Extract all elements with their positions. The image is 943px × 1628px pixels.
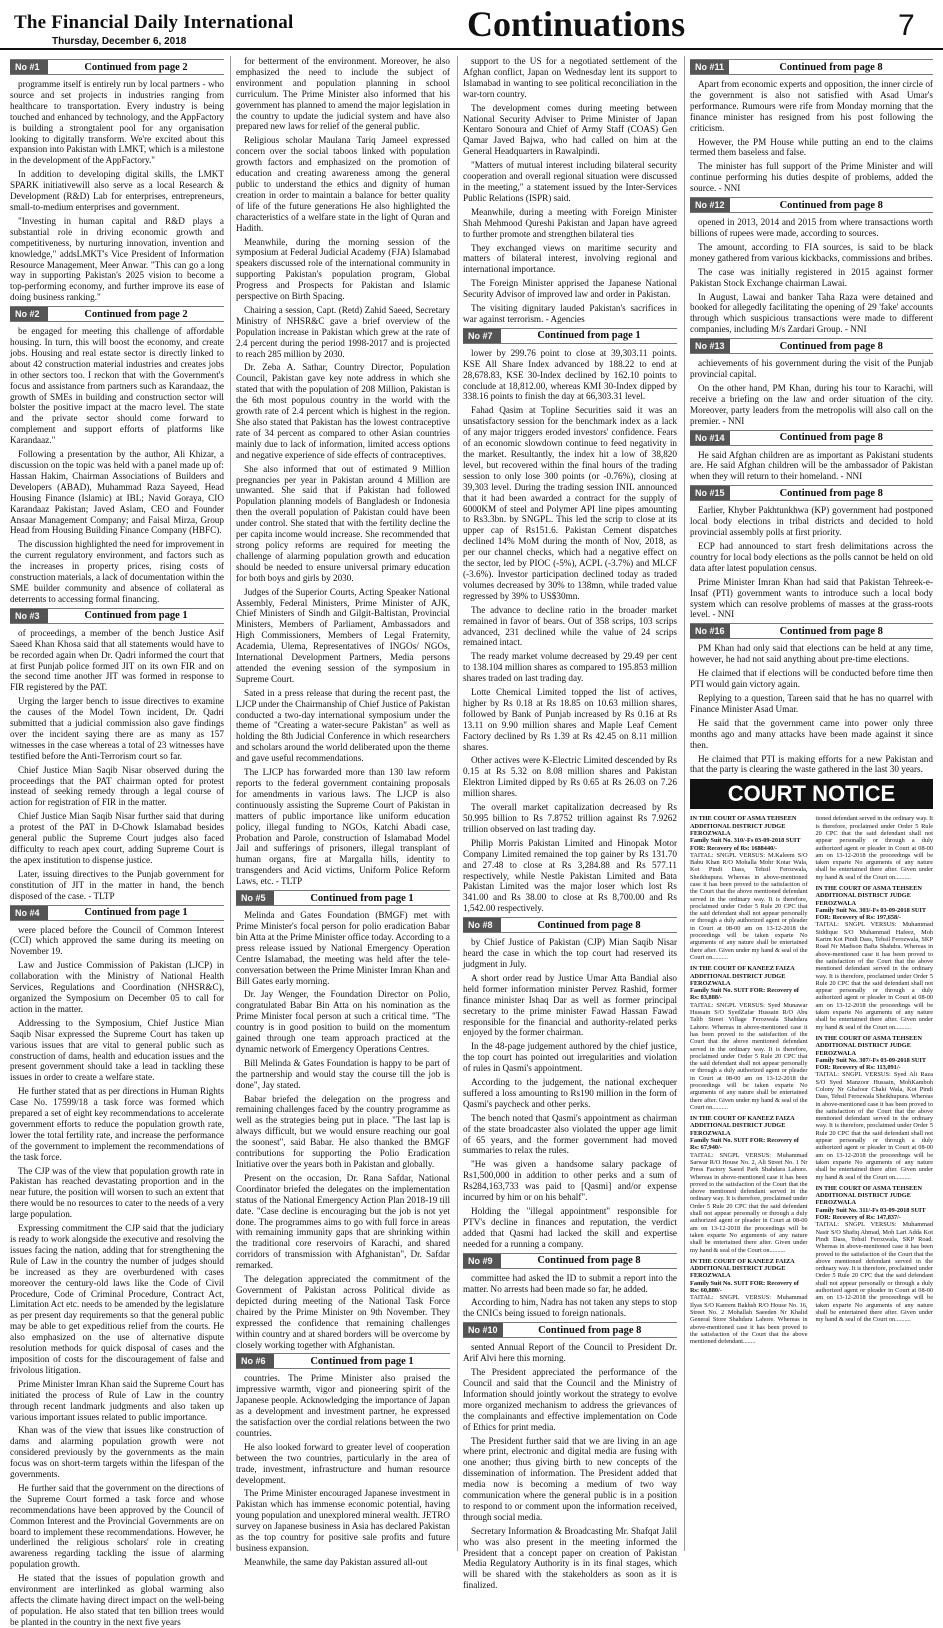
article-paragraph: Meanwhile, during a meeting with Foreign Minister Shah Mehmood Qureshi Pakistan and Japan have agreed to further promote and strengthen bilateral ties <box>463 206 677 239</box>
article-paragraph: On the other hand, PM Khan, during his tour to Karachi, will receive a briefing on the law and order situation of the city. Moreover, party leaders from the metropolis will also call on the premier. - NNI <box>690 382 933 426</box>
court-notice <box>690 1115 808 1254</box>
notice-case: Family Suit No. SUIT FOR: Recovery of Rs: 83,888/- <box>690 987 799 1002</box>
continuation-label: Continued from page 2 <box>84 61 188 73</box>
notice-case: Family Suit No. 310/-Fs 03-09-2018 SUIT FOR: Recovery of Rs: 1688440/- <box>690 837 801 852</box>
continuation-number: No #9 <box>463 1254 501 1268</box>
continuation-label: Continued from page 1 <box>537 330 641 342</box>
article-paragraph: The visiting dignitary lauded Pakistan's sacrifices in war against terrorism. - Agencies <box>463 303 677 324</box>
continuation-header <box>10 905 224 921</box>
notice-court: IN THE COURT OF KANEEZ FAIZA ADDITIONAL DISTRICT JUDGE FEROZWALA <box>690 1257 795 1280</box>
article-paragraph: support to the US for a negotiated settlement of the Afghan conflict, Japan on Wednesday lent its support to Islamabad in wanting to see political reconciliation in the war-torn country. <box>463 56 677 99</box>
notice-court: IN THE COURT OF ASMA TEHSEEN ADDITIONAL DISTRICT JUDGE FEROZWALA <box>690 815 797 837</box>
continuation-label: Continued from page 1 <box>310 1355 414 1367</box>
notice-text: TAITAL: SNGPL VERSUS: Muhammad Nasir S/O Shafiq Ahmad, Moh Lari Adda Kot Pindi Dass, Tehsil Ferozwala, SKP Road. Whereas in above-mentioned case it has been proved to the satisfaction of the Court that the above mentioned defendant served in the ordinary way. It is therefore, proclaimed under Order 5 Rule 20 CPC that the said defendant shall not appear personally or through a duly authorized agent or pleader in Court at 08-00 am on 13-12-2018 the proceedings will be taken exparte No arguments of any nature shall be entertained there after. Given under my hand & seal of the Court on.......... <box>815 1221 933 1324</box>
notice-case: Family Suit No. 303/-Fs 03-09-2018 SUIT FOR: Recovery of Rs: 197,658/- <box>815 906 926 922</box>
notice-court: IN THE COURT OF KANEEZ FAIZA ADDITIONAL DISTRICT JUDGE FEROZWALA <box>690 965 795 987</box>
article-paragraph: He said Afghan children are as important as Pakistani students are. He said Afghan children will be the ambassador of Pakistan when they will return to their homeland. - NNI <box>690 449 933 482</box>
continuation-header <box>690 59 933 75</box>
article-paragraph: Other actives were K-Electric Limited descended by Rs 0.15 at Rs 5.32 on 8.08 million shares and Pakistan Elektron Limited dipped by Rs 0.65 at Rs 26.03 on 7.26 million shares. <box>463 755 677 799</box>
continuation-article <box>690 59 933 194</box>
article-paragraph: Law and Justice Commission of Pakistan (LJCP) in collaboration with the Ministry of National Health Services, Regulations and Coordination (NHSR&C), organized the Symposium on December 05 to call for action in the matter. <box>10 960 224 1014</box>
continuation-article <box>463 1322 677 1591</box>
article-paragraph: Khan was of the view that issues like construction of dams and alarming population growth were not considered previously by the governments as the main focus was on short-term targets within the lifespan of the governments. <box>10 1425 224 1480</box>
continuation-article <box>690 623 933 775</box>
continuation-label: Continued from page 8 <box>537 919 641 931</box>
court-notice <box>690 965 808 1111</box>
notice-case: Family Suit No. 307/-Fs 03-09-2018 SUIT FOR: Recovery of Rs: 113,091/- <box>815 1056 926 1072</box>
continuation-number: No #6 <box>236 1354 274 1368</box>
article-paragraph: Addressing to the Symposium, Chief Justice Mian Saqib Nisar expressed the Supreme Court has taken up various issues that are vital to general public such as construction of dams, health and education issues and the present government should take a lead in tackling these issues in order to create a welfare state. <box>10 1017 224 1083</box>
article-paragraph: sented Annual Report of the Council to President Dr. Arif Alvi here this morning. <box>463 1342 677 1364</box>
article-paragraph: The Prime Minister encouraged Japanese investment in Pakistan which has immense economic potential, having young population and unexplored mineral wealth. JETRO survey on Japanese business in Asia has declared Pakistan as the top country for positive sale profits and future business expansion. <box>236 1488 450 1553</box>
article-paragraph: In addition to developing digital skills, the LMKT SPARK initiativewill also serve as a local Research & Development (R&D) Lab for enterprises, entrepreneurs, small-to-medium enterprises and government. <box>10 169 224 212</box>
court-notice <box>690 815 808 961</box>
article-paragraph: programme itself is entirely run by local partners - who source and set projects in industries ranging from healthcare to transportation. Every industry is being touched and enhanced by technology, and the AppFactory is building a strongtalent pool for any organisation looking to digitally transform. We're excited about this expansion into Pakistan with LMKT, which is a milestone in the development of the AppFactory." <box>10 79 224 166</box>
court-notice-section <box>690 815 933 1349</box>
continuation-label: Continued from page 1 <box>310 892 414 904</box>
article-paragraph: by Chief Justice of Pakistan (CJP) Mian Saqib Nisar heard the case in which the top court had reserved its judgment in July. <box>463 937 677 969</box>
notice-text: TAITAL: SNGPL VERSUS: Syed Ali Raza S/O Syed Manzoor Hussain, MohKamboh Colony Nr Ghafoor Chaki Wala, Kot Pindi Dass, Tehsil Ferozwala Sheikhupura. Whereas in above-mentioned case it has been proved to the satisfaction of the Court that the above mentioned defendant served in the ordinary way. It is therefore, proclaimed under Order 5 Rule 20 CPC that the said defendant shall not appear personally or through a duly authorized agent or pleader in Court at 08-00 am on 13-12-2018 the proceedings will be taken exparte No arguments of any nature shall be entertained there after. Given under my hand & seal of the Court on.......... <box>815 1071 933 1181</box>
article-paragraph: The amount, according to FIA sources, is said to be black money gathered from various kickbacks, commissions and bribes. <box>690 241 933 263</box>
continuation-number: No #3 <box>10 609 48 623</box>
continuation-label: Continued from page 1 <box>84 610 188 622</box>
continuation-header <box>463 1253 677 1269</box>
continuation-header <box>10 59 224 75</box>
article-paragraph: Bill Melinda & Gates Foundation is happy to be part of the partnership and would stay the course till the job is done", Jay stated. <box>236 1057 450 1090</box>
continuation-article <box>690 338 933 426</box>
article-paragraph: According to him, Nadra has not taken any steps to stop the CNICs being issued to foreign nationals. <box>463 1297 677 1319</box>
notice-court: IN THE COURT OF ASMA TEHSEEN ADDITIONAL DISTRICT JUDGE FEROZWALA <box>815 1184 922 1207</box>
article-paragraph: According to the judgement, the national exchequer suffered a loss amounting to Rs190 million in the form of Qasmi's paycheck and other perks. <box>463 1077 677 1109</box>
article-paragraph: The bench noted that Qasmi's appointment as chairman of the state broadcaster also violated the upper age limit of 65 years, and the former government had moved summaries to relax the rules. <box>463 1112 677 1156</box>
court-notice-heading: COURT NOTICE <box>690 779 933 809</box>
article-paragraph: The President appreciated the performance of the Council and said that the Council and the Ministry of Information should jointly workout the strategy to evolve more organized mechanism to address the grievances of the complainants and effective implementation on Code of Ethics for print media. <box>463 1367 677 1432</box>
article-paragraph: Dr. Zeba A. Sathar, Country Director, Population Council, Pakistan gave key note address in which she stated that with the population of 208 Million, Pakistan is the 6th most populous country in the world with the growth rate of 2.4 percent which is highest in the region. She also stated that Pakistan has the lowest contraceptive rate of 34 percent as compared to other Asian countries mainly due to lack of information, limited access options and negative experience of side effects of contraceptives. <box>236 362 450 460</box>
article-paragraph: Melinda and Gates Foundation (BMGF) met with Prime Minister's focal person for polio eradication Babar bin Atta at the Prime Minister office today. According to a press release issued by National Emergency Operation Centre Islamabad, the meeting was held after the tele-conversation between the Prime Minister Imran Khan and Bill Gates early morning. <box>236 910 450 986</box>
article-paragraph: Chief Justice Mian Saqib Nisar further said that during a protest of the PAT in D-Chowk Islamabad besides general public the Supreme Court judges also faced difficulty to reach apex court, adding Supreme Court is the apex institution to dispense justice. <box>10 811 224 865</box>
column-2 <box>236 56 451 1567</box>
article-paragraph: ECP had announced to start fresh delimitations across the country for local body elections as the polls cannot be held on old data after latest population census. <box>690 541 933 573</box>
court-notice <box>816 1185 934 1324</box>
continuation-number: No #2 <box>10 307 48 321</box>
continuation-article <box>236 56 450 887</box>
article-paragraph: The CJP was of the view that population growth rate in Pakistan has reached devastating proportion and in the near future, the position will worsen to such an extent that there would be no resources to cater to the needs of a very large population. <box>10 1165 224 1220</box>
notice-text: TAITAL: SNGPL VERSUS: Muhammad Sarwar R/O House No. 2, Ali Street No. 1 Nr Press Factory Saeed Park Shahdara Lahore. Whereas in above-mentioned case it has been proved to the satisfaction of the Court that the above mentioned defendant served in the ordinary way. It is therefore, proclaimed under Order 5 Rule 20 CPC that the said defendant shall not appear personally or through a duly authorized agent or pleader in Court at 08-00 am on 13-12-2018 the proceedings will be taken exparte No arguments of any nature shall be entertained there after. Given under my hand & seal of the Court on.......... <box>690 1151 808 1254</box>
article-paragraph: Meanwhile, during the morning session of the symposium at Federal Judicial Academy (FJA) Islamabad speakers discussed role of the international community in supporting Pakistan's population program, Global Progress and Prospects for Pakistan and Islamic perspective on Birth Spacing. <box>236 236 450 302</box>
article-paragraph: countries. The Prime Minister also praised the impressive warmth, vigor and pioneering spirit of the Japanese people. Acknowledging the importance of Japan as a development and investment partner, he expressed the satisfaction over the cordial relations between the two countries. <box>236 1373 450 1438</box>
continuation-label: Continued from page 8 <box>538 1324 642 1336</box>
continuation-header <box>463 917 677 933</box>
continuation-header <box>463 328 677 344</box>
court-notice-column <box>690 815 808 1349</box>
article-paragraph: Later, issuing directives to the Punjab government for constitution of JIT in the matter in hand, the bench disposed of the case. - TLTP <box>10 868 224 901</box>
continuation-header <box>463 1322 677 1338</box>
article-paragraph: Lotte Chemical Limited topped the list of actives, higher by Rs 0.18 at Rs 18.85 on 10.63 million shares, followed by Bank of Punjab increased by Rs 0.16 at Rs 13.11 on 9.90 million shares and Maple Leaf Cement Factory declined by Rs 1.39 at Rs 42.45 on 8.11 million shares. <box>463 687 677 752</box>
continuation-number: No #1 <box>10 60 48 74</box>
column-divider <box>457 56 458 1551</box>
article-paragraph: Secretary Information & Broadcasting Mr. Shafqat Jalil who was also present in the meeting informed the President that a concept paper on creation of Pakistan Media Regulatory Authority is in its final stages, which will be shared with the stakeholders as soon as it is finalized. <box>463 1525 677 1591</box>
article-paragraph: He further stated that as per directions in Human Rights Case No. 17599/18 a task force was formed which prepared a set of eight key recommendations to accelerate government efforts to reduce the population growth rate, lower the total fertility rate, and increase the performance of the government to implement the recommendations of the task force. <box>10 1086 224 1162</box>
continuation-number: No #4 <box>10 906 48 920</box>
article-paragraph: "Matters of mutual interest including bilateral security cooperation and overall regional situation were discussed in the meeting," a statement issued by the Inter-Services Public Relations (ISPR) said. <box>463 160 677 203</box>
notice-court: IN THE COURT OF ASMA TEHSEEN ADDITIONAL DISTRICT JUDGE FEROZWALA <box>815 884 922 907</box>
continuation-article <box>463 328 677 914</box>
article-paragraph: Prime Minister Imran Khan said the Supreme Court has initiated the process of Rule of Law in the country through recent landmark judgments and also taken up various important issues related to public importance. <box>10 1378 224 1422</box>
article-paragraph: The delegation appreciated the commitment of the Government of Pakistan across Political divide as depicted during meeting of the National Task Force chaired by the Prime Minister on 9th November. They expressed the confidence that remaining challenges within country and at shared borders will be overcome by closely working together with Afghanistan. <box>236 1274 450 1350</box>
court-notice-column <box>816 815 934 1349</box>
notice-text: TAITAL: SNGPL VERSUS: M.Kaleem S/O Babu Khan R/O Mohalla Mohr Kotar Wala, Kot Pindi Dass, Tehsil Ferozwala, Sheikhupura. Whereas in above-mentioned case it has been proved to the satisfaction of the Court that the above mentioned defendant served in the ordinary way. It is therefore, proclaimed under Order 5 Rule 20 CPC that the said defendant shall not appear personally or through a duly authorized agent or pleader in Court at 08-00 am on 13-12-2018 the proceedings will be taken exparte No arguments of any nature shall be entertained there after. Given under my hand & seal of the Court on.......... <box>690 851 808 961</box>
article-paragraph: The Foreign Minister apprised the Japanese National Security Advisor of improved law and order in Pakistan. <box>463 278 677 300</box>
newspaper-name: The Financial Daily International <box>14 12 294 33</box>
article-paragraph: The discussion highlighted the need for improvement in the current regulatory environment, and factors such as the increases in property prices, rising costs of construction materials, a lack of documentation within the SME builder community and absence of collateral as deterrents to accessing formal financing. <box>10 539 224 604</box>
continuation-header <box>10 608 224 624</box>
article-paragraph: be engaged for meeting this challenge of affordable housing. In turn, this will boost the economy, and create jobs. Housing and real estate sector is directly linked to about 42 construction material industries and creates jobs in other sectors too. I reckon that with the Government's focus and assistance from partners such as Karandaaz, the growth of SMEs in building and construction sector will bolster the positive impact at the macro level. The state and the private sector should come forward to complement and support efforts of platforms like Karandaaz." <box>10 326 224 446</box>
article-paragraph: Dr. Jay Wenger, the Foundation Director on Polio, congratulated Babar Bin Atta on his nomination as the Prime Minister focal person at such a critical time. "The country is in good position to build on the momentum gained through one team approach practiced at the dynamic network of Emergency Operations Centres. <box>236 989 450 1054</box>
article-paragraph: Fahad Qasim at Topline Securities said it was an unsatisfactory session for the benchmark index as a lack of any major triggers eroded investors' confidence. Fears of an economic slowdown continue to feed negativity in the market. Resultantly, the index hit a low of 38,820 level, but recovered within the final hours of the trading session to only lose 300 points (or -0.76%), closing at 39,303 level. During the trading session INIL announced that it had been awarded a contract for the supply of 6000KM of steel and Polymer API line pipes amounting to Rs3.3bn. by SNGPL. This led the scrip to close at its upper cap of Rs151.6. Pakistan Cement dispatches declined 14% MoM during the month of Nov, 2018, as per our channel checks, which had a negative effect on the sector, led by PIOC (-5%), ACPL (-3.7%) and MLCF (-3.6%). Investor participation declined today as traded volumes decreased by 30% to 138mn, while traded value regressed by 39% to US$30mn. <box>463 405 677 601</box>
continuation-number: No #16 <box>690 624 730 638</box>
article-paragraph: He claimed that if elections will be conducted before time then PTI would gain victory again. <box>690 668 933 690</box>
continuation-header <box>690 485 933 501</box>
article-paragraph: However, the PM House while putting an end to the claims termed them baseless and false. <box>690 136 933 158</box>
column-3 <box>463 56 677 1591</box>
article-paragraph: The overall market capitalization decreased by Rs 50.995 billion to Rs 7.8752 trillion against Rs 7.9262 trillion observed on last trading day. <box>463 802 677 834</box>
continuation-article <box>463 56 677 325</box>
continuation-label: Continued from page 1 <box>84 907 188 919</box>
article-paragraph: He stated that the issues of population growth and environment are interlinked as global warming also affects the climate having direct impact on the well-being of population. He also stated that ten billion trees would be planted in the country in the next five years <box>10 1573 224 1627</box>
article-paragraph: opened in 2013, 2014 and 2015 from where transactions worth billions of rupees were made, according to sources. <box>690 217 933 238</box>
notice-case: Family Suit No. SUIT FOR: Recovery of Rs: 60,880/- <box>690 1279 799 1295</box>
continuation-number: No #8 <box>463 918 501 932</box>
article-paragraph: Babar briefed the delegation on the progress and remaining challenges faced by the country programme as well as the strategies being put in place. "The last lap is always difficult, but we would ensure reaching our goal the soonest", said Babar. He also thanked the BMGF contributions for supporting the Polio Eradication Initiative over the years both in Pakistan and globally. <box>236 1093 450 1169</box>
article-paragraph: Following a presentation by the author, Ali Khizar, a discussion on the topic was held with a panel made up of: Hassan Hakim, Chairman Associations of Builders and Developers (ABAD), Muhammad Raza Sayeed, Head Housing Finance (Islamic) at IBL; Navid Goraya, CIO Karandaaz Pakistan; Javed Aslam, CEO and Founder Ansaar Management Company; and Faisal Mirza, Group Head from Housing Building Finance Company (HBFC). <box>10 449 224 536</box>
article-paragraph: Present on the occasion, Dr. Rana Safdar, National Coordinator briefed the delegates on the implementation status of the National Emergency Action Plan 2018-19 till date. "Case decline is encouraging but the job is not yet done. The programmes aims to go with full force in areas with remaining immunity gaps that are shrinking within the traditional core reservoirs of Karachi, and shared corridors of transmission with Afghanistan", Dr. Safdar remarked. <box>236 1172 450 1271</box>
article-paragraph: lower by 299.76 point to close at 39,303.11 points. KSE All Share Index advanced by 188.22 to end at 28,678.83, KSE 30-Index declined by 162.10 points to conclude at 18,812.00, whereas KMI 30-Index dipped by 338.16 points to finish the day at 66,303.31 level. <box>463 347 677 402</box>
continuation-header <box>690 623 933 639</box>
column-divider <box>230 56 231 1551</box>
continuation-header <box>236 1353 450 1369</box>
column-4 <box>690 56 933 1551</box>
continuation-number: No #11 <box>690 60 729 74</box>
notice-case: Family Suit No. SUIT FOR: Recovery of Rs: 67,940/- <box>690 1137 799 1152</box>
court-notice <box>690 1258 808 1346</box>
continuation-article <box>236 1353 450 1567</box>
continuation-header <box>690 430 933 446</box>
continuation-label: Continued from page 8 <box>779 61 883 73</box>
article-paragraph: He claimed that PTI is making efforts for a new Pakistan and that the party is clearing the waste gathered in the last 30 years. <box>690 753 933 775</box>
article-paragraph: Philip Morris Pakistan Limited and Hinopak Motor Company Limited remained the top gainer by Rs 131.70 and 27.48 to close at Rs 3,284.88 and Rs 577.11 respectively, while Nestle Pakistan Limited and Bata Pakistan Limited was the major loser which lost Rs 341.00 and Rs 38.00 to close at Rs 8,700.00 and Rs 1,542.00 respectively. <box>463 837 677 914</box>
article-paragraph: A short order read by Justice Umar Atta Bandial also held former information minister Pervez Rashid, former finance minister Ishaq Dar as well as former principal secretary to the prime minister Fawad Hassan Fawad responsible for the financial and authority-related perks enjoyed by the former chairman. <box>463 972 677 1038</box>
notice-text: tioned defendant served in the ordinary way. It is therefore, proclaimed under Order 5 Rule 20 CPC that the said defendant shall not appear personally or through a duly authorized agent or pleader in Court at 08-00 am on 13-12-2018 the proceedings will be taken exparte No arguments of any nature shall be entertained there after. Given under my hand & seal of the Court on.......... <box>815 815 933 881</box>
continuation-article <box>690 430 933 483</box>
continuation-label: Continued from page 8 <box>779 432 883 444</box>
article-paragraph: She also informed that out of estimated 9 Million pregnancies per year in Pakistan around 4 Million are unwanted. She said that if Pakistan had followed Population planning models of Bangladesh or Indonesia then the overall population of Pakistan could have been under control. She stated that with the fertility decline the per capita income would increase. She recommended that strong policy reforms are required for meeting the challenge of alarming population growth and education should be needed to ensure universal primary education for both boys and girls by 2030. <box>236 463 450 583</box>
issue-date: Thursday, December 6, 2018 <box>52 36 187 47</box>
continuation-article <box>10 59 224 303</box>
court-notice <box>816 815 934 881</box>
article-paragraph: committee had asked the ID to submit a report into the matter. No arrests had been made so far, he added. <box>463 1272 677 1294</box>
notice-case: Family Suit No. 311/-Fs 03-09-2018 SUIT FOR: Recovery of Rs: 147,837/- <box>815 1206 926 1222</box>
page-number: 7 <box>898 9 915 42</box>
article-paragraph: He said that the government came into power only three months ago and many attacks have been made against it since then. <box>690 717 933 750</box>
article-paragraph: The case was initially registered in 2015 against former Pakistan Stock Exchange chairman Lawai. <box>690 266 933 288</box>
continuation-article <box>10 905 224 1628</box>
article-paragraph: Prime Minister Imran Khan had said that Pakistan Tehreek-e-Insaf (PTI) government wants to introduce such a local body system which can resolve problems of masses at the grass-roots level. - NNI <box>690 576 933 620</box>
article-paragraph: for betterment of the environment. Moreover, he also emphasized the need to include the subject of environment and population planning in school curriculum. The Prime Minister also informed that his government has planned to amend the major legislation in the country to update the judicial system and have also prepared new laws for relief of the general public. <box>236 56 450 132</box>
article-paragraph: Earlier, Khyber Pakhtunkhwa (KP) government had postponed local body elections in tribal districts and decided to hold provincial assembly polls at first priority. <box>690 505 933 538</box>
article-paragraph: Sated in a press release that during the recent past, the LJCP under the Chairmanship of Chief Justice of Pakistan conducted a two-day international symposium under the theme of "Creating a water-secure Pakistan" as well as holding the 8th Judicial Conference in which researchers and scholars around the world deliberated upon the theme and gave useful recommendations. <box>236 687 451 764</box>
section-title: Continuations <box>467 4 686 44</box>
article-paragraph: Holding the "illegal appointment" responsible for PTV's decline in finances and reputation, the verdict added that Qasmi had lacked the skill and expertise needed for a running a company. <box>463 1206 677 1249</box>
article-paragraph: Chairing a session, Capt. (Retd) Zahid Saeed, Secretary Ministry of NHSR&C gave a brief overview of the Population increase in Pakistan which grew at the rate of 2.4 percent during the period 1998-2017 and is projected to reach 285 million by 2030. <box>236 304 450 359</box>
continuation-label: Continued from page 8 <box>779 487 883 499</box>
continuation-header <box>690 338 933 354</box>
continuation-label: Continued from page 8 <box>537 1255 641 1267</box>
article-paragraph: The development comes during meeting between National Security Adviser to Prime Minister of Japan Kentaro Sonoura and Chief of Army Staff (COAS) Gen Qamar Javed Bajwa, who had called on him at the General Headquarters in Rawalpindi. <box>463 102 677 157</box>
continuation-number: No #7 <box>463 329 501 343</box>
court-notice <box>816 1035 934 1181</box>
article-paragraph: of proceedings, a member of the bench Justice Asif Saeed Khan Khosa said that all statements would have to be recorded again when Dr. Qadri informed the court that at first Punjab police formed JIT on its own FIR and on the second time another JIT was formed in response to FIR registered by the PAT. <box>10 627 224 693</box>
article-paragraph: PM Khan had only said that elections can be held at any time, however, he had not said anything about pre-time elections. <box>690 643 933 665</box>
article-paragraph: Judges of the Superior Courts, Acting Speaker National Assembly, Federal Ministers, Prime Minister of AJK, Chief Ministers of Sindh and Gilgit-Baltistan, Provincial Ministers, Members of Parliament, Ambassadors and High Commissioners, Members of Legal Fraternity, Academia, Ulema, Representatives of INGOs/ NGOs, International Development Partners, Media persons attended the evening session of the symposium in Supreme Court. <box>236 586 450 684</box>
notice-court: IN THE COURT OF KANEEZ FAIZA ADDITIONAL DISTRICT JUDGE FEROZWALA <box>690 1115 795 1137</box>
article-paragraph: achievements of his government during the visit of the Punjab provincial capital. <box>690 358 933 380</box>
continuation-header <box>10 306 224 322</box>
continuation-header <box>236 890 450 906</box>
continuation-article <box>690 485 933 620</box>
article-paragraph: In the 48-page judgement authored by the chief justice, the top court has pointed out irregularities and violation of rules in Qasmi's appointment. <box>463 1041 677 1074</box>
continuation-number: No #14 <box>690 431 730 445</box>
article-paragraph: In August, Lawai and banker Taha Raza were detained and booked for allegedly facilitating the opening of 29 'fake' accounts through which suspicious transactions were made to different companies, including M/s Zardari Group. - NNI <box>690 291 933 335</box>
article-paragraph: Expressing commitment the CJP said that the judiciary is ready to work alongside the executive and resolving the issues facing the nation, adding that for strengthening the Rule of Law in the country the number of judges should be increased as they are overburdened with cases moreover the century-old laws like the Code of Civil Procedure, Code of Criminal Procedure, Contract Act, Limitation Act etc. needs to be amended by the legislature as per present day requirements so that the general public may be able to get expeditious relief from the courts. He also emphasized on the use of alternative dispute resolution methods for quick disposal of cases and the imposition of costs for the discouragement of false and frivolous litigation. <box>10 1223 224 1375</box>
continuation-number: No #15 <box>690 486 730 500</box>
article-paragraph: The President further said that we are living in an age where print, electronic and digital media are fusing with one another; thus giving birth to new concepts of the dissemination of information. The President added that media now is becoming a medium of two way communication where the general public is in a position to respond to or comment upon the information received, through social media. <box>463 1435 677 1522</box>
article-paragraph: were placed before the Council of Common Interest (CCI) which approved the same during its meeting on November 19. <box>10 924 224 957</box>
article-paragraph: Urging the larger bench to issue directives to examine the causes of the Model Town incident, Dr. Qadri submitted that a judicial commission also gave findings over the incident saying there are as many as 157 witnesses in the case whereas a total of 23 witnesses have testified before the Anti-Terrorism court so far. <box>10 696 224 761</box>
continuation-article <box>463 1253 677 1320</box>
continuation-article <box>463 917 677 1249</box>
continuation-article <box>690 197 933 335</box>
column-1 <box>10 56 224 1627</box>
article-paragraph: The advance to decline ratio in the broader market remained in favor of bears. Out of 358 scrips, 103 scrips advanced, 231 declined while the value of 24 scrips remained intact. <box>463 604 677 648</box>
continuation-label: Continued from page 8 <box>779 340 883 352</box>
article-paragraph: Religious scholar Maulana Tariq Jameel expressed concern over the social taboos linked with population growth factors and emphasized on the promotion of education and creating awareness among the general public to understand the ethics and dignity of human creation in order to maintain a balance for better quality of life of the future generations He also highlighted the characteristics of a welfare state in the light of Quran and Hadith. <box>236 135 450 233</box>
article-paragraph: Meanwhile, the same day Pakistan assured all-out <box>244 1556 428 1567</box>
article-paragraph: Chief Justice Mian Saqib Nisar observed during the proceedings that the PAT chairman opted for protest instead of seeking remedy through a legal course of action for registration of FIR in the matter. <box>10 764 224 808</box>
continuation-number: No #5 <box>236 891 274 905</box>
continuation-label: Continued from page 8 <box>779 625 883 637</box>
article-paragraph: The LJCP has forwarded more than 130 law reform reports to the federal government containing proposals for amendments in various laws. The LJCP is also continuously assisting the Supreme Court of Pakistan in matters of public importance like uniform education policy, illegal funding to NGOs, Katchi Abadi case, Probation and Parole, construction of Islamabad Model Jail and sufferings of prisoners, illegal transplant of human organs, fire at Margalla hills, identity to transgenders and Acid victims, Uniform Police Reform Laws, etc. - TLTP <box>236 767 450 887</box>
article-paragraph: He also looked forward to greater level of cooperation between the two countries, particularly in the area of trade, investment, infrastructure and human resource development. <box>236 1441 450 1485</box>
continuation-label: Continued from page 2 <box>84 308 188 320</box>
notice-text: TAITAL: SNGPL VERSUS: Muhammad Ilyas S/O Kareem Bakhsh R/O House No. 16, Street No. 2 Mohallah Saeeden Nr Khalid General Store Shahdara Lahore. Whereas in above-mentioned case it has been proved to the satisfaction of the Court that the above mentioned defendant........ <box>690 1294 808 1346</box>
article-paragraph: He further said that the government on the directions of the Supreme Court formed a task force and whose recommendations have been approved by the Council of Common Interest and the Provincial Governments are on board to implement these recommendations. However, he underlined the religious scholars' role in creating awareness regarding tackling the issue of alarming population growth. <box>10 1482 224 1570</box>
continuation-number: No #12 <box>690 198 730 212</box>
article-paragraph: Apart from economic experts and opposition, the inner circle of the government is also not satisfied with Asad Umar's performance. Rumours were rife from Monday morning that the finance minister has resigned from his post following the criticism. <box>690 79 933 133</box>
article-paragraph: The minister has full support of the Prime Minister and will continue performing his duties despite of problems, added the source. - NNI <box>690 161 933 194</box>
article-paragraph: The ready market volume decreased by 29.49 per cent to 138.104 million shares as compared to 195.853 million shares traded on last trading day. <box>463 651 677 684</box>
article-paragraph: "He was given a handsome salary package of Rs1,500,000 in addition to other perks and a sum of Rs284,163,733 was paid to [Qasmi] and/or expense incurred by him or on his behalf". <box>463 1159 677 1203</box>
continuation-header <box>690 197 933 213</box>
court-notice <box>816 885 934 1031</box>
continuation-article <box>10 306 224 605</box>
article-paragraph: "Investing in human capital and R&D plays a substantial role in driving economic growth and competitiveness, by nurturing innovation, invention and knowledge," addsLMKT's Vice President of Information Resource Management, Meer Anwar. "This can go a long way in supporting Pakistan's 2025 vision to become a top-performing economy, and further improve its ease of doing business ranking." <box>10 215 224 303</box>
column-divider <box>684 56 685 1551</box>
article-paragraph: They exchanged views on maritime security and matters of bilateral interest, involving regional and international importance. <box>463 242 677 275</box>
continuation-number: No #13 <box>690 339 730 353</box>
continuation-article <box>10 608 224 902</box>
notice-text: TAITAL: SNGPL VERSUS: Syed Munawar Hussain S/O SyedZafar Hussain R/O Abu Talib Street Village Ferozwala Shahdara Lahore. Whereas in above-mentioned case it has been proved to the satisfaction of the Court that the above mentioned defendant served in the ordinary way. It is therefore, proclaimed under Order 5 Rule 20 CPC that the said defendant shall not appear personally or through a duly authorized agent or pleader in Court at 08-00 am on 13-12-2018 the proceedings will be taken exparte No arguments of any nature shall be entertained there after. Given under my hand & seal of the Court on.......... <box>690 1001 808 1111</box>
notice-court: IN THE COURT OF ASMA TEHSEEN ADDITIONAL DISTRICT JUDGE FEROZWALA <box>815 1034 922 1057</box>
continuation-number: No #10 <box>463 1323 503 1337</box>
notice-text: TAITAL: SNGPL VERSUS: Muhammad Siddique S/O Muhammad Hafeez, Moh Karim Kot Pindi Dass, Tehsil Ferozwala, SKP Road Nr Madison Bafta Shahdra. Whereas in above-mentioned case it has been proved to the satisfaction of the Court that the above mentioned defendant served in the ordinary way. It is therefore, proclaimed under Order 5 Rule 20 CPC that the said defendant shall not appear personally or through a duly authorized agent or pleader in Court at 08-00 am on 13-12-2018 the proceedings will be taken exparte No arguments of any nature shall be entertained there after. Given under my hand & seal of the Court on.......... <box>815 921 933 1031</box>
continuation-article <box>236 890 450 1350</box>
continuation-label: Continued from page 8 <box>779 199 883 211</box>
masthead <box>0 0 943 50</box>
article-paragraph: Replying to a question, Tareen said that he has no quarrel with Finance Minister Asad Umar. <box>690 692 933 714</box>
